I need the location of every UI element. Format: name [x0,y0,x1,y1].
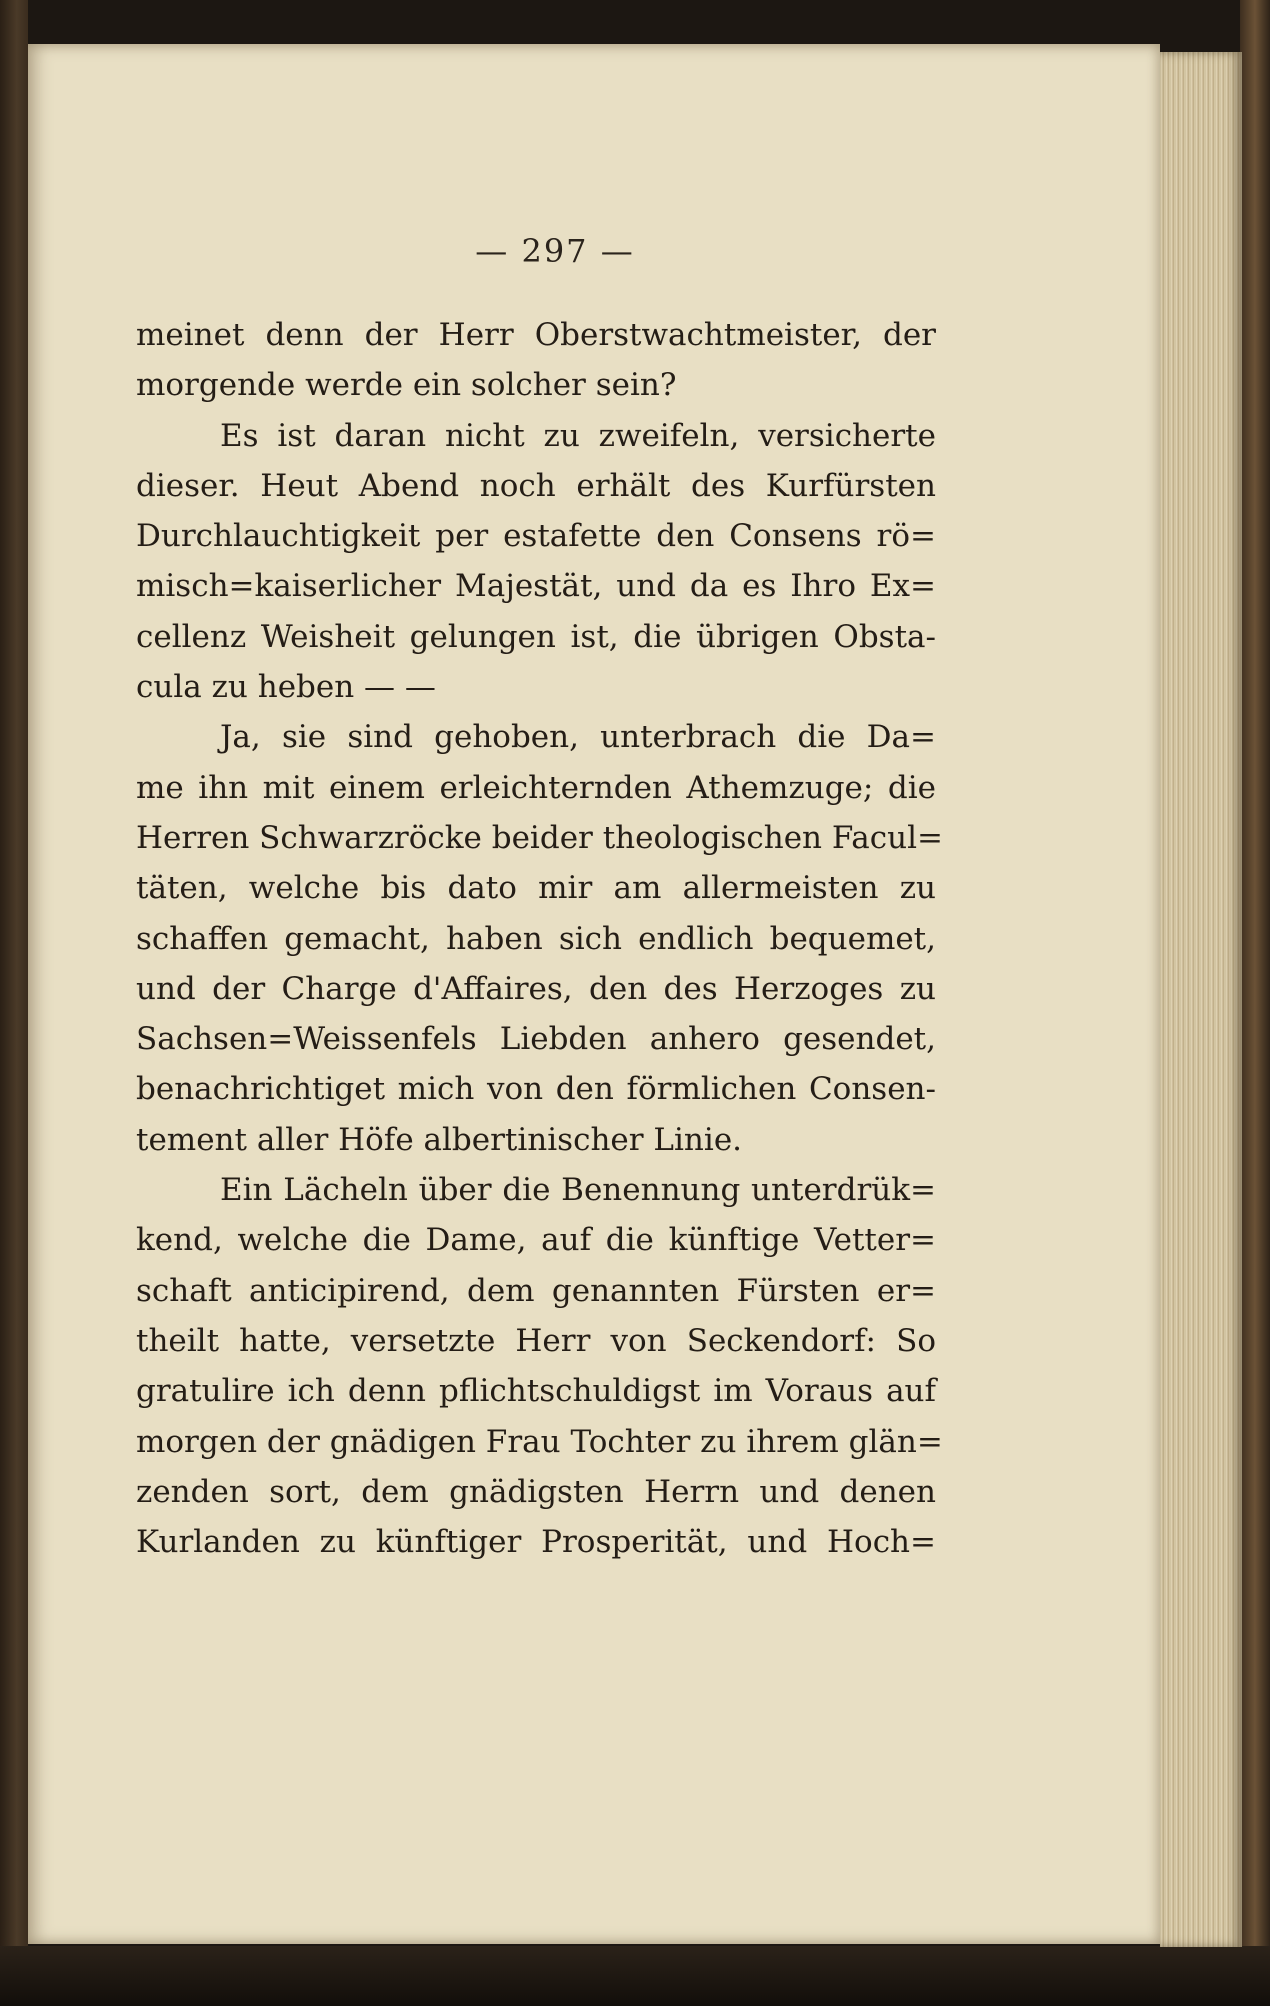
page-edges [1160,52,1242,1947]
book-cover-left [0,0,28,2006]
text-line: Kurlanden zu künftiger Prosperität, und Hoch= [136,1524,936,1561]
text-line: täten, welche bis dato mir am allermeisten zu [136,870,936,907]
text-line: misch=kaiserlicher Majestät, und da es Ihro Ex= [136,568,936,605]
text-line: cellenz Weisheit gelungen ist, die übrigen Obsta- [136,618,936,655]
text-line: Durchlauchtigkeit per estafette den Consens rö= [136,518,936,555]
book-cover-right [1240,0,1270,2006]
book-bottom-edge [0,1946,1270,2006]
text-line: zenden sort, dem gnädigsten Herrn und denen [136,1473,936,1510]
text-line: cula zu heben — — [136,669,436,706]
text-line: dieser. Heut Abend noch erhält des Kurfürsten [136,467,936,504]
text-line: morgende werde ein solcher sein? [136,367,677,404]
text-line: benachrichtiget mich von den förmlichen Consen- [136,1071,936,1108]
page-body-text [136,310,943,1567]
text-line: theilt hatte, versetzte Herr von Seckendorf: So [136,1322,936,1359]
page-number: — 297 — [475,232,635,270]
text-line: meinet denn der Herr Oberstwachtmeister, der [136,317,936,353]
text-line: Ja, sie sind gehoben, unterbrach die Da= [220,719,936,756]
text-line: schaft anticipirend, dem genannten Fürsten er= [136,1272,936,1309]
text-line: und der Charge d'Affaires, den des Herzoges zu [136,970,936,1007]
text-line: Sachsen=Weissenfels Liebden anhero gesendet, [136,1021,936,1058]
text-line: morgen der gnädigen Frau Tochter zu ihrem glän= [136,1423,943,1460]
text-line: Es ist daran nicht zu zweifeln, versicherte [220,417,936,454]
text-line: tement aller Höfe albertinischer Linie. [136,1121,743,1158]
text-line: Ein Lächeln über die Benennung unterdrük= [220,1172,936,1209]
text-line: me ihn mit einem erleichternden Athemzuge; die [136,769,936,806]
text-line: schaffen gemacht, haben sich endlich bequemet, [136,920,936,957]
text-line: kend, welche die Dame, auf die künftige Vetter= [136,1222,936,1259]
text-line: Herren Schwarzröcke beider theologischen Facul= [136,819,943,856]
text-line: gratulire ich denn pflichtschuldigst im Voraus auf [136,1373,936,1410]
